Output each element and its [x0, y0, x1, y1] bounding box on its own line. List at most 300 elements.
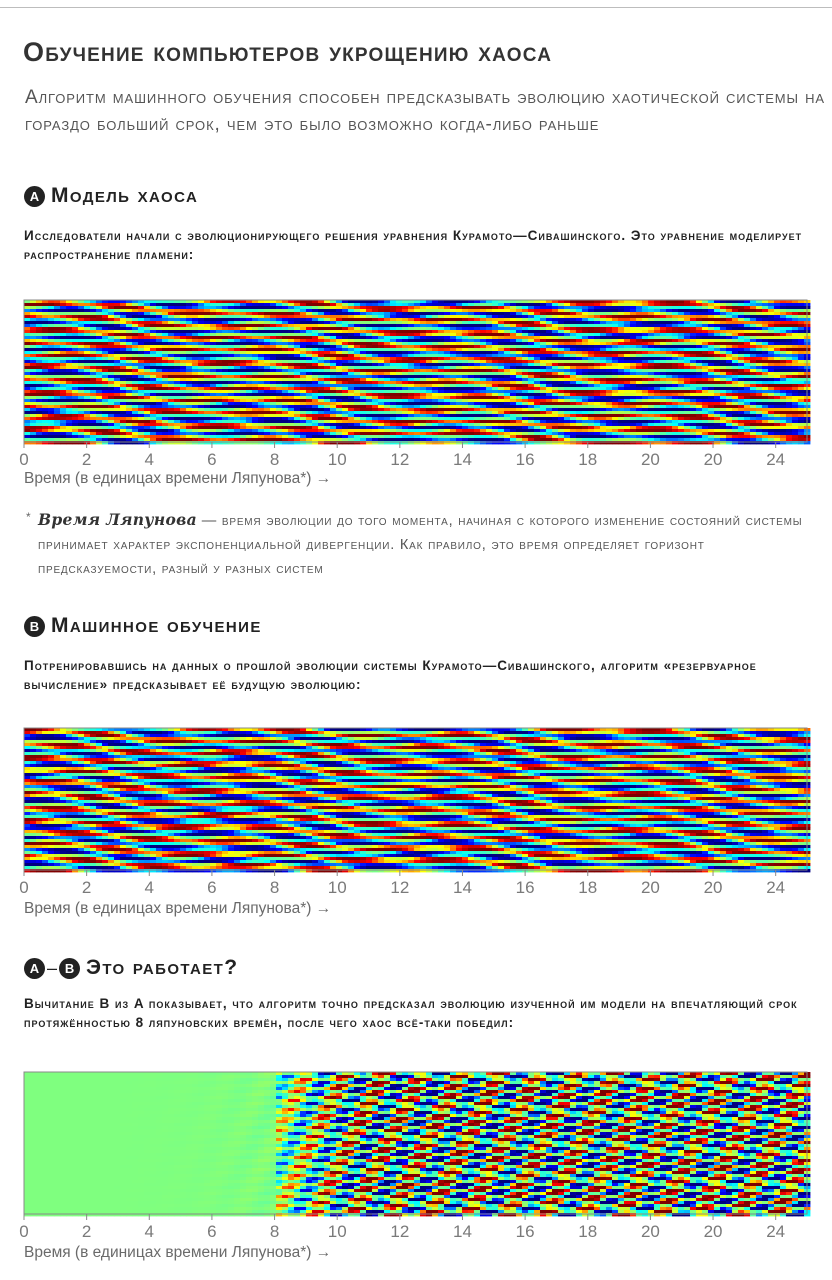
heatmap-cell [102, 342, 108, 345]
heatmap-cell [630, 384, 636, 387]
heatmap-cell [312, 408, 318, 411]
heatmap-cell [330, 354, 336, 357]
heatmap-cell [354, 390, 360, 393]
heatmap-cell [312, 372, 318, 375]
heatmap-cell [564, 330, 570, 333]
heatmap-cell [534, 393, 540, 396]
heatmap-cell [246, 366, 252, 369]
heatmap-cell [654, 342, 660, 345]
heatmap-cell [552, 300, 558, 303]
heatmap-cell [774, 327, 780, 330]
heatmap-cell [234, 330, 240, 333]
heatmap-cell [708, 369, 714, 372]
heatmap-cell [330, 387, 336, 390]
heatmap-cell [390, 411, 396, 414]
heatmap-cell [300, 378, 306, 381]
heatmap-cell [606, 324, 612, 327]
heatmap-cell [138, 342, 144, 345]
heatmap-cell [306, 378, 312, 381]
heatmap-cell [384, 399, 390, 402]
heatmap-cell [66, 372, 72, 375]
heatmap-cell [774, 357, 780, 360]
heatmap-cell [330, 390, 336, 393]
heatmap-cell [474, 351, 480, 354]
heatmap-cell [276, 372, 282, 375]
heatmap-cell [324, 384, 330, 387]
heatmap-cell [300, 306, 306, 309]
heatmap-cell [576, 345, 582, 348]
heatmap-cell [246, 306, 252, 309]
heatmap-cell [486, 354, 492, 357]
heatmap-cell [288, 327, 294, 330]
heatmap-cell [216, 390, 222, 393]
heatmap-cell [372, 303, 378, 306]
heatmap-cell [384, 366, 390, 369]
heatmap-cell [204, 309, 210, 312]
heatmap-cell [150, 411, 156, 414]
heatmap-cell [156, 360, 162, 363]
heatmap-cell [558, 330, 564, 333]
heatmap-cell [402, 306, 408, 309]
heatmap-cell [624, 408, 630, 411]
heatmap-cell [192, 396, 198, 399]
heatmap-cell [696, 327, 702, 330]
heatmap-cell [108, 309, 114, 312]
heatmap-cell [372, 372, 378, 375]
heatmap-cell [684, 378, 690, 381]
heatmap-cell [168, 336, 174, 339]
heatmap-cell [162, 366, 168, 369]
heatmap-cell [768, 321, 774, 324]
heatmap-cell [792, 306, 798, 309]
heatmap-cell [522, 348, 528, 351]
heatmap-cell [30, 333, 36, 336]
heatmap-cell [444, 342, 450, 345]
heatmap-cell [798, 336, 804, 339]
heatmap-cell [270, 375, 276, 378]
heatmap-cell [420, 318, 426, 321]
heatmap-cell [714, 339, 720, 342]
heatmap-cell [300, 381, 306, 384]
heatmap-cell [798, 384, 804, 387]
heatmap-cell [288, 408, 294, 411]
heatmap-cell [486, 387, 492, 390]
heatmap-cell [702, 342, 708, 345]
heatmap-cell [114, 312, 120, 315]
heatmap-cell [210, 339, 216, 342]
heatmap-cell [204, 345, 210, 348]
heatmap-cell [630, 333, 636, 336]
heatmap-cell [258, 324, 264, 327]
heatmap-cell [612, 408, 618, 411]
heatmap-cell [660, 339, 666, 342]
heatmap-cell [762, 351, 768, 354]
heatmap-cell [774, 369, 780, 372]
heatmap-cell [294, 312, 300, 315]
heatmap-cell [606, 312, 612, 315]
heatmap-cell [78, 336, 84, 339]
heatmap-cell [240, 384, 246, 387]
heatmap-cell [264, 351, 270, 354]
heatmap-cell [282, 348, 288, 351]
heatmap-cell [438, 318, 444, 321]
heatmap-cell [36, 390, 42, 393]
heatmap-cell [480, 390, 486, 393]
heatmap-cell [570, 393, 576, 396]
heatmap-cell [126, 357, 132, 360]
heatmap-cell [594, 318, 600, 321]
heatmap-cell [504, 372, 510, 375]
heatmap-cell [702, 306, 708, 309]
heatmap-cell [528, 312, 534, 315]
heatmap-cell [624, 312, 630, 315]
heatmap-cell [222, 369, 228, 372]
heatmap-cell [678, 387, 684, 390]
heatmap-cell [102, 366, 108, 369]
heatmap-cell [660, 366, 666, 369]
heatmap-cell [318, 384, 324, 387]
heatmap-cell [774, 315, 780, 318]
heatmap-cell [312, 375, 318, 378]
heatmap-cell [222, 309, 228, 312]
heatmap-cell [156, 327, 162, 330]
heatmap-cell [756, 381, 762, 384]
heatmap-cell [558, 381, 564, 384]
heatmap-cell [336, 405, 342, 408]
heatmap-cell [240, 336, 246, 339]
heatmap-cell [462, 321, 468, 324]
heatmap-cell [504, 336, 510, 339]
heatmap-cell [630, 303, 636, 306]
heatmap-cell [570, 351, 576, 354]
heatmap-cell [240, 312, 246, 315]
heatmap-cell [276, 324, 282, 327]
heatmap-cell [486, 345, 492, 348]
heatmap-cell [600, 333, 606, 336]
heatmap-cell [576, 387, 582, 390]
heatmap-cell [264, 408, 270, 411]
heatmap-cell [600, 360, 606, 363]
heatmap-cell [756, 336, 762, 339]
heatmap-cell [576, 312, 582, 315]
heatmap-cell [228, 375, 234, 378]
heatmap-cell [90, 384, 96, 387]
heatmap-cell [780, 372, 786, 375]
heatmap-cell [564, 366, 570, 369]
heatmap-cell [690, 372, 696, 375]
heatmap-cell [348, 330, 354, 333]
heatmap-cell [426, 315, 432, 318]
heatmap-cell [216, 399, 222, 402]
heatmap-cell [516, 354, 522, 357]
heatmap-cell [660, 387, 666, 390]
heatmap-cell [756, 369, 762, 372]
heatmap-cell [792, 324, 798, 327]
heatmap-cell [96, 327, 102, 330]
heatmap-cell [750, 312, 756, 315]
heatmap-cell [228, 318, 234, 321]
heatmap-cell [90, 321, 96, 324]
heatmap-cell [654, 393, 660, 396]
heatmap-cell [210, 408, 216, 411]
heatmap-cell [558, 366, 564, 369]
heatmap-cell [48, 366, 54, 369]
heatmap-cell [738, 357, 744, 360]
heatmap-cell [378, 378, 384, 381]
heatmap-cell [546, 369, 552, 372]
heatmap-cell [126, 369, 132, 372]
heatmap-cell [372, 315, 378, 318]
heatmap-cell [120, 411, 126, 414]
heatmap-cell [378, 402, 384, 405]
heatmap-cell [456, 378, 462, 381]
heatmap-cell [132, 324, 138, 327]
heatmap-cell [174, 384, 180, 387]
heatmap-cell [102, 411, 108, 414]
heatmap-cell [558, 324, 564, 327]
heatmap-cell [108, 300, 114, 303]
heatmap-cell [798, 342, 804, 345]
heatmap-cell [282, 342, 288, 345]
heatmap-cell [540, 408, 546, 411]
heatmap-cell [516, 333, 522, 336]
heatmap-cell [678, 357, 684, 360]
heatmap-cell [168, 315, 174, 318]
heatmap-cell [564, 321, 570, 324]
heatmap-cell [438, 330, 444, 333]
heatmap-cell [186, 360, 192, 363]
heatmap-cell [396, 405, 402, 408]
heatmap-cell [756, 396, 762, 399]
heatmap-cell [102, 357, 108, 360]
heatmap-cell [330, 357, 336, 360]
heatmap-cell [84, 321, 90, 324]
heatmap-cell [150, 372, 156, 375]
heatmap-cell [408, 300, 414, 303]
heatmap-cell [516, 309, 522, 312]
heatmap-cell [390, 399, 396, 402]
heatmap-cell [156, 321, 162, 324]
heatmap-cell [258, 411, 264, 414]
heatmap-cell [330, 381, 336, 384]
heatmap-cell [570, 303, 576, 306]
heatmap-cell [480, 330, 486, 333]
heatmap-cell [54, 336, 60, 339]
heatmap-cell [432, 366, 438, 369]
heatmap-cell [204, 360, 210, 363]
heatmap-cell [372, 327, 378, 330]
heatmap-cell [798, 390, 804, 393]
heatmap-cell [234, 360, 240, 363]
heatmap-cell [492, 381, 498, 384]
heatmap-cell [138, 336, 144, 339]
heatmap-cell [744, 306, 750, 309]
heatmap-cell [678, 348, 684, 351]
heatmap-cell [558, 375, 564, 378]
heatmap-cell [684, 300, 690, 303]
heatmap-cell [312, 387, 318, 390]
heatmap-cell [294, 345, 300, 348]
heatmap-cell [540, 306, 546, 309]
heatmap-cell [690, 306, 696, 309]
heatmap-cell [786, 300, 792, 303]
heatmap-cell [486, 393, 492, 396]
heatmap-cell [156, 330, 162, 333]
heatmap-cell [624, 375, 630, 378]
heatmap-cell [552, 405, 558, 408]
heatmap-cell [540, 366, 546, 369]
heatmap-cell [324, 399, 330, 402]
heatmap-cell [786, 378, 792, 381]
heatmap-cell [108, 390, 114, 393]
heatmap-cell [702, 339, 708, 342]
heatmap-cell [540, 324, 546, 327]
heatmap-cell [768, 300, 774, 303]
heatmap-cell [390, 306, 396, 309]
heatmap-cell [396, 369, 402, 372]
heatmap-cell [360, 396, 366, 399]
heatmap-cell [144, 348, 150, 351]
heatmap-cell [336, 390, 342, 393]
heatmap-cell [768, 381, 774, 384]
heatmap-cell [78, 306, 84, 309]
heatmap-cell [420, 402, 426, 405]
heatmap-cell [744, 348, 750, 351]
heatmap-cell [468, 312, 474, 315]
heatmap-cell [90, 336, 96, 339]
heatmap-cell [630, 336, 636, 339]
heatmap-cell [474, 411, 480, 414]
heatmap-cell [90, 372, 96, 375]
heatmap-cell [120, 405, 126, 408]
heatmap-cell [318, 363, 324, 366]
heatmap-cell [492, 324, 498, 327]
heatmap-cell [456, 327, 462, 330]
heatmap-cell [60, 324, 66, 327]
heatmap-cell [540, 345, 546, 348]
heatmap-cell [558, 315, 564, 318]
heatmap-cell [252, 330, 258, 333]
heatmap-cell [132, 330, 138, 333]
heatmap-cell [678, 309, 684, 312]
heatmap-cell [516, 351, 522, 354]
heatmap-cell [606, 408, 612, 411]
heatmap-cell [168, 303, 174, 306]
heatmap-cell [354, 384, 360, 387]
heatmap-cell [642, 384, 648, 387]
heatmap-cell [246, 381, 252, 384]
heatmap-cell [402, 396, 408, 399]
heatmap-cell [714, 342, 720, 345]
heatmap-cell [612, 384, 618, 387]
heatmap-cell [582, 348, 588, 351]
heatmap-cell [612, 300, 618, 303]
heatmap-cell [756, 354, 762, 357]
heatmap-cell [498, 387, 504, 390]
heatmap-cell [72, 408, 78, 411]
heatmap-cell [204, 339, 210, 342]
heatmap-cell [684, 330, 690, 333]
heatmap-cell [570, 357, 576, 360]
heatmap-cell [624, 390, 630, 393]
heatmap-cell [372, 339, 378, 342]
heatmap-cell [636, 363, 642, 366]
heatmap-cell [786, 339, 792, 342]
heatmap-cell [678, 342, 684, 345]
heatmap-cell [192, 309, 198, 312]
heatmap-cell [144, 333, 150, 336]
heatmap-cell [648, 393, 654, 396]
heatmap-cell [690, 408, 696, 411]
heatmap-cell [366, 348, 372, 351]
heatmap-cell [126, 390, 132, 393]
heatmap-cell [114, 336, 120, 339]
heatmap-cell [72, 333, 78, 336]
heatmap-cell [600, 312, 606, 315]
heatmap-cell [498, 318, 504, 321]
heatmap-cell [726, 345, 732, 348]
heatmap-cell [324, 366, 330, 369]
heatmap-cell [156, 357, 162, 360]
heatmap-cell [264, 354, 270, 357]
heatmap-cell [510, 375, 516, 378]
heatmap-cell [624, 387, 630, 390]
heatmap-cell [588, 369, 594, 372]
heatmap-cell [144, 330, 150, 333]
heatmap-cell [354, 402, 360, 405]
heatmap-cell [414, 384, 420, 387]
heatmap-cell [690, 399, 696, 402]
heatmap-cell [798, 309, 804, 312]
heatmap-cell [498, 396, 504, 399]
heatmap-cell [444, 399, 450, 402]
heatmap-cell [600, 336, 606, 339]
heatmap-cell [258, 315, 264, 318]
heatmap-cell [114, 363, 120, 366]
heatmap-cell [294, 369, 300, 372]
heatmap-cell [234, 405, 240, 408]
heatmap-cell [66, 327, 72, 330]
heatmap-cell [174, 342, 180, 345]
heatmap-cell [540, 339, 546, 342]
heatmap-cell [96, 381, 102, 384]
heatmap-cell [726, 303, 732, 306]
heatmap-cell [750, 342, 756, 345]
heatmap-cell [84, 381, 90, 384]
heatmap-cell [72, 309, 78, 312]
heatmap-cell [108, 384, 114, 387]
heatmap-cell [732, 408, 738, 411]
heatmap-cell [294, 309, 300, 312]
heatmap-cell [108, 387, 114, 390]
heatmap-cell [774, 363, 780, 366]
heatmap-cell [372, 375, 378, 378]
heatmap-cell [480, 354, 486, 357]
heatmap-cell [780, 336, 786, 339]
heatmap-cell [246, 390, 252, 393]
heatmap-cell [174, 393, 180, 396]
heatmap-cell [138, 351, 144, 354]
heatmap-cell [438, 327, 444, 330]
heatmap-cell [126, 342, 132, 345]
heatmap-cell [240, 333, 246, 336]
heatmap-cell [168, 384, 174, 387]
heatmap-cell [630, 354, 636, 357]
heatmap-cell [114, 405, 120, 408]
heatmap-cell [318, 342, 324, 345]
heatmap-cell [378, 357, 384, 360]
heatmap-cell [492, 351, 498, 354]
